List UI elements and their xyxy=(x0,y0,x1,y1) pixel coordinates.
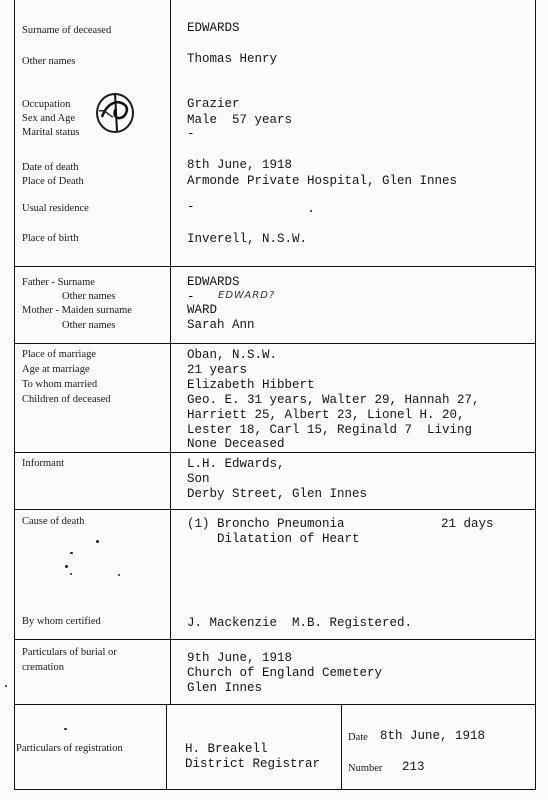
scan-speck xyxy=(70,552,73,554)
registration-number-label: Number xyxy=(348,763,383,774)
cause-of-death-label: Cause of death xyxy=(22,516,85,527)
scan-speck xyxy=(65,565,68,568)
burial-label: Particulars of burial or xyxy=(22,647,117,658)
surname-label: Surname of deceased xyxy=(22,25,112,36)
section-divider xyxy=(14,266,536,267)
section-divider xyxy=(14,704,536,705)
mother-other-names-value: Sarah Ann xyxy=(187,318,255,332)
other-names-value: Thomas Henry xyxy=(187,52,278,66)
cause-line-2: Dilatation of Heart xyxy=(217,532,360,546)
mother-other-names-label: Other names xyxy=(62,320,116,331)
date-of-death-value: 8th June, 1918 xyxy=(187,158,293,172)
mother-surname-value: WARD xyxy=(187,303,218,317)
burial-line: 9th June, 1918 xyxy=(187,651,293,665)
certified-by-value: J. Mackenzie M.B. Registered. xyxy=(187,616,413,630)
informant-line: Derby Street, Glen Innes xyxy=(187,487,368,501)
burial-line: Glen Innes xyxy=(187,681,263,695)
cause-duration: 21 days xyxy=(441,517,494,531)
place-of-birth-label: Place of birth xyxy=(22,233,79,244)
place-of-death-label: Place of Death xyxy=(22,176,84,187)
burial-label-cont: cremation xyxy=(22,662,64,673)
scan-speck xyxy=(310,210,312,212)
registration-number-value: 213 xyxy=(402,760,425,774)
registration-label: Particulars of registration xyxy=(16,743,123,754)
age-at-marriage-value: 21 years xyxy=(187,363,248,377)
children-line: Harriett 25, Albert 23, Lionel H. 20, xyxy=(187,408,465,422)
occupation-label: Occupation xyxy=(22,99,71,110)
registration-date-label: Date xyxy=(348,732,368,743)
surname-value: EDWARDS xyxy=(187,21,240,35)
burial-line: Church of England Cemetery xyxy=(187,666,383,680)
place-of-marriage-label: Place of marriage xyxy=(22,349,97,360)
informant-line: Son xyxy=(187,472,210,486)
informant-line: L.H. Edwards, xyxy=(187,457,285,471)
to-whom-married-label: To whom married xyxy=(22,379,98,390)
column-divider-bottom xyxy=(166,704,167,790)
section-divider xyxy=(14,343,536,344)
other-names-label: Other names xyxy=(22,56,76,67)
scan-speck xyxy=(118,574,120,576)
section-divider xyxy=(14,639,536,640)
registrar-title: District Registrar xyxy=(185,757,321,771)
father-other-names-label: Other names xyxy=(62,291,116,302)
marital-status-label: Marital status xyxy=(22,127,80,138)
stamp-mark-icon xyxy=(93,87,137,135)
father-surname-label: Father - Surname xyxy=(22,277,95,288)
sex-age-label: Sex and Age xyxy=(22,113,76,124)
place-of-marriage-value: Oban, N.S.W. xyxy=(187,348,278,362)
children-line: Lester 18, Carl 15, Reginald 7 Living xyxy=(187,423,473,437)
usual-residence-value: - xyxy=(187,200,195,214)
age-at-marriage-label: Age at marriage xyxy=(22,364,90,375)
scan-speck xyxy=(64,728,67,730)
place-of-death-value: Armonde Private Hospital, Glen Innes xyxy=(187,174,458,188)
scan-speck xyxy=(5,685,7,687)
occupation-value: Grazier xyxy=(187,97,240,111)
children-label: Children of deceased xyxy=(22,394,111,405)
cause-line-1: (1) Broncho Pneumonia xyxy=(187,517,345,531)
children-line: None Deceased xyxy=(187,437,285,451)
informant-label: Informant xyxy=(22,458,64,469)
marital-status-value: - xyxy=(187,127,195,141)
to-whom-married-value: Elizabeth Hibbert xyxy=(187,378,315,392)
children-line: Geo. E. 31 years, Walter 29, Hannah 27, xyxy=(187,393,480,407)
registrar-name: H. Breakell xyxy=(185,742,268,756)
mother-surname-label: Mother - Maiden surname xyxy=(22,305,132,316)
registration-divider xyxy=(341,704,342,790)
father-other-names-dash: - xyxy=(187,290,195,304)
section-divider xyxy=(14,509,536,510)
sex-age-value: Male 57 years xyxy=(187,113,293,127)
registration-date-value: 8th June, 1918 xyxy=(380,729,486,743)
usual-residence-label: Usual residence xyxy=(22,203,89,214)
father-other-names-handwritten: EDWARD? xyxy=(218,290,276,301)
place-of-birth-value: Inverell, N.S.W. xyxy=(187,232,308,246)
column-divider xyxy=(170,0,171,704)
father-surname-value: EDWARDS xyxy=(187,275,240,289)
scan-speck xyxy=(96,540,99,543)
date-of-death-label: Date of death xyxy=(22,162,79,173)
scan-speck xyxy=(70,573,72,575)
certified-by-label: By whom certified xyxy=(22,616,101,627)
